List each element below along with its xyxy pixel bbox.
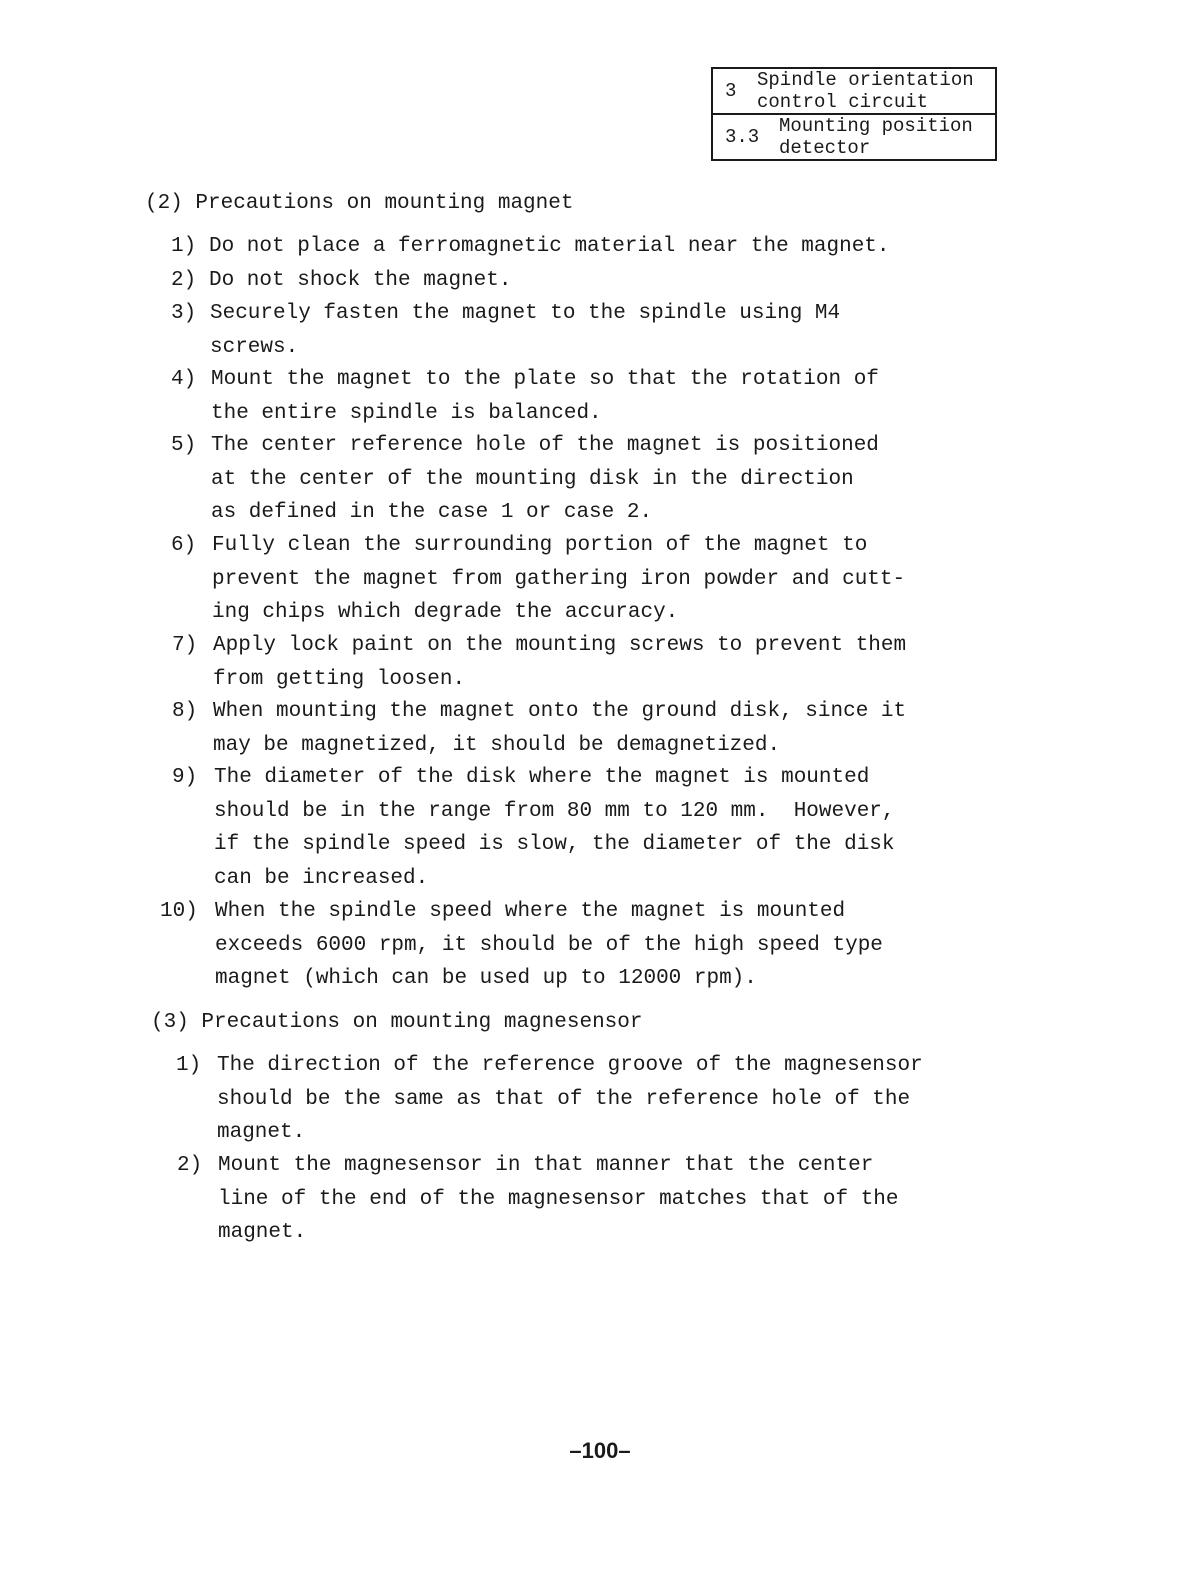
- list-item-text: Do not place a ferromagnetic material near the magnet.: [209, 235, 890, 258]
- list-item-number: 10): [160, 900, 198, 923]
- list-item-number: 8): [172, 700, 198, 723]
- chapter-number: 3: [725, 80, 737, 102]
- list-item-number: 7): [172, 634, 198, 657]
- list-item-text: When mounting the magnet onto the ground disk, since it may be magnetized, it should be demagnetized.: [213, 700, 907, 757]
- list-item-text: When the spindle speed where the magnet is mounted exceeds 6000 rpm, it should be of the high speed type magnet (which can be used up to 12000 rpm).: [215, 900, 883, 990]
- page-number: –100–: [569, 1438, 631, 1463]
- section-header-box: [711, 67, 997, 161]
- subsection-title: Mounting position detector: [779, 115, 973, 159]
- list-item-number: 3): [171, 302, 197, 325]
- list-item-number: 2): [171, 269, 197, 292]
- list-item-number: 1): [176, 1054, 202, 1077]
- list-item-number: 4): [171, 368, 197, 391]
- header-chapter-row: [713, 69, 995, 113]
- list-item-text: The diameter of the disk where the magnet is mounted should be in the range from 80 mm to 120 mm. However, if the spindle speed is slow, the diameter of the disk can be increased.: [214, 766, 895, 890]
- list-item-text: Mount the magnet to the plate so that the rotation of the entire spindle is balanced.: [211, 368, 879, 425]
- section-heading-magnesensor: (3) Precautions on mounting magnesensor: [151, 1011, 643, 1034]
- list-item-number: 9): [172, 766, 198, 789]
- list-item-text: Apply lock paint on the mounting screws to prevent them from getting loosen.: [213, 634, 907, 691]
- list-item-text: The direction of the reference groove of the magnesensor should be the same as that of the reference hole of the magnet.: [217, 1054, 923, 1144]
- list-item-text: Mount the magnesensor in that manner that the center line of the end of the magnesensor matches that of the magnet.: [218, 1154, 899, 1244]
- header-subsection-row: [713, 113, 995, 159]
- list-item-number: 5): [171, 434, 197, 457]
- subsection-number: 3.3: [725, 126, 760, 148]
- list-item-number: 1): [171, 235, 197, 258]
- list-item-text: Securely fasten the magnet to the spindle using M4 screws.: [210, 302, 841, 359]
- list-item-number: 2): [177, 1154, 203, 1177]
- section-heading-magnet: (2) Precautions on mounting magnet: [145, 192, 574, 215]
- list-item-text: Fully clean the surrounding portion of the magnet to prevent the magnet from gathering iron powder and cutt- ing chips which degrade the accuracy.: [212, 534, 906, 624]
- list-item-number: 6): [171, 534, 197, 557]
- list-item-text: The center reference hole of the magnet is positioned at the center of the mounting disk in the direction as defined in the case 1 or case 2.: [211, 434, 879, 524]
- list-item-text: Do not shock the magnet.: [209, 269, 512, 292]
- chapter-title: Spindle orientation control circuit: [757, 69, 974, 113]
